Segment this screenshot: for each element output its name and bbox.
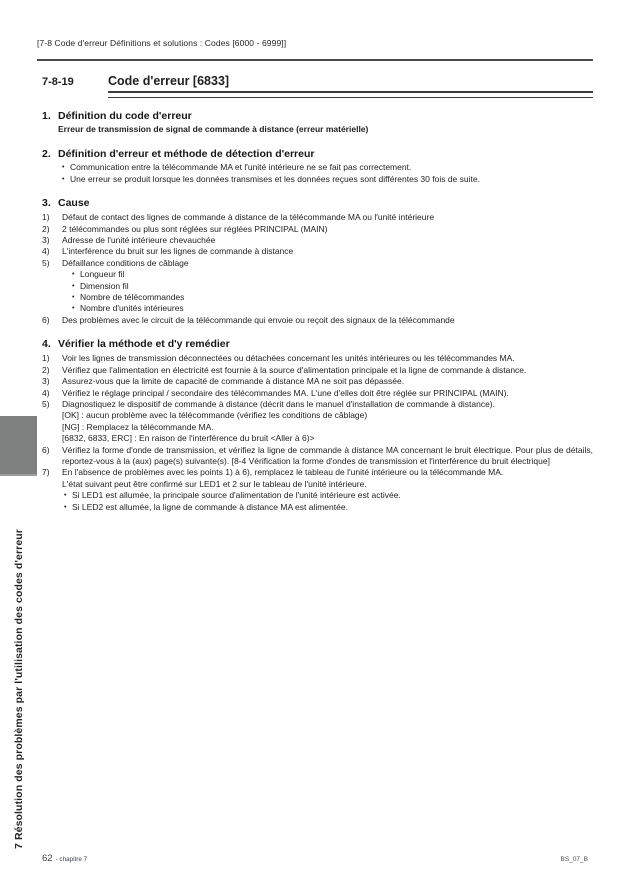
- item7-text: En l'absence de problèmes avec les points 1) à 6), remplacez le tableau de l'unité intérieure ou la télécommande MA.: [62, 467, 504, 478]
- list-item: 4) Vérifiez le réglage principal / secondaire des télécommandes MA. L'une d'elles doit être réglée sur PRINCIPAL (MAIN).: [42, 387, 509, 398]
- list-item: • Une erreur se produit lorsque les données transmises et les données reçues sont différentes 30 fois de suite.: [62, 173, 480, 184]
- document-reference: BS_07_B: [560, 856, 588, 863]
- section-cause: [42, 197, 593, 326]
- section-heading-text: Vérifier la méthode et d'y remédier: [58, 338, 230, 351]
- list-item: 1) Défaut de contact des lignes de commande à distance de la télécommande MA ou l'unité intérieure: [42, 212, 435, 223]
- item7-led-status: L'état suivant peut être confirmé sur LED1 et 2 sur le tableau de l'unité intérieure.: [62, 478, 367, 489]
- section-number: 7-8-19: [42, 76, 74, 88]
- led-bullets: [64, 490, 593, 513]
- page-footer: [42, 853, 588, 864]
- list-item: • Communication entre la télécommande MA et l'unité intérieure ne se fait pas correctement.: [62, 162, 412, 173]
- list-item: 4) L'interférence du bruit sur les lignes de commande à distance: [42, 246, 294, 257]
- list-item: • Longueur fil: [72, 269, 125, 280]
- bullet-icon: •: [62, 175, 65, 183]
- bullet-icon: •: [62, 164, 65, 172]
- bullet-icon: •: [72, 282, 75, 290]
- section-heading-number: 1.: [42, 110, 51, 122]
- section-heading-text: Cause: [58, 197, 90, 210]
- chapter-tab: [0, 416, 37, 476]
- list-item: 1) Voir les lignes de transmission déconnectées ou détachées concernant les unités intérieures ou les télécommandes MA.: [42, 353, 515, 364]
- list-item: 2) 2 télécommandes ou plus sont réglées sur réglées PRINCIPAL (MAIN): [42, 223, 328, 234]
- section-heading: [42, 148, 593, 160]
- section-heading-number: 3.: [42, 197, 51, 210]
- section-detection-method: [42, 148, 593, 185]
- wiring-condition-bullets: [72, 269, 593, 315]
- list-item: 3) Assurez-vous que la limite de capacité de commande à distance MA ne soit pas dépassée.: [42, 376, 405, 387]
- bullet-icon: •: [64, 503, 67, 511]
- section-heading-number: 4.: [42, 338, 51, 351]
- list-item: 2) Vérifiez que l'alimentation en électricité est fournie à la source d'alimentation principale et la ligne de commande à distance.: [42, 364, 527, 375]
- section-heading: [42, 197, 593, 209]
- section-heading: [42, 338, 593, 350]
- list-item: 5) Défaillance conditions de câblage: [42, 257, 189, 268]
- diagnosis-results: [62, 410, 593, 444]
- list-item: 3) Adresse de l'unité intérieure chevauchée: [42, 235, 216, 246]
- section-heading-text: Définition du code d'erreur: [58, 110, 192, 122]
- list-item: • Nombre d'unités intérieures: [72, 303, 184, 314]
- bullet-icon: •: [64, 492, 67, 500]
- section-heading-text: Définition d'erreur et méthode de détection d'erreur: [58, 148, 315, 161]
- result-line-erc: [6832, 6833, ERC] : En raison de l'interférence du bruit <Aller à 6)>: [62, 433, 315, 444]
- section-heading-number: 2.: [42, 148, 51, 161]
- remedy-list: [42, 353, 593, 513]
- list-item: • Si LED1 est allumée, la principale source d'alimentation de l'unité intérieure est activée.: [64, 490, 401, 501]
- list-item: • Si LED2 est allumée, la ligne de commande à distance MA est alimentée.: [64, 501, 348, 512]
- section-definition-code: [42, 110, 593, 135]
- title-rule: [108, 91, 593, 98]
- cause-list: [42, 212, 593, 326]
- section-heading: [42, 110, 593, 122]
- list-item: • Dimension fil: [72, 280, 129, 291]
- list-item: • Nombre de télécommandes: [72, 292, 185, 303]
- sidebar-chapter-label: 7 Résolution des problèmes par l'utilisation des codes d'erreur: [13, 529, 25, 849]
- list-item: 7) En l'absence de problèmes avec les points 1) à 6), remplacez le tableau de l'unité intérieure ou la télécommande MA. L'état suivant peut être confirmé sur LED1 et 2 sur le tableau de l'unité intérieure. • Si LED1 est allumée, la principale source d'alimentation de l'unité intérieure est activée. • Si LED2 est allumée, la ligne de commande à distance MA est alimentée.: [42, 467, 593, 513]
- page-title: [42, 74, 593, 88]
- breadcrumb: [7-8 Code d'erreur Définitions et solutions : Codes [6000 - 6999]]: [37, 38, 287, 48]
- result-line-ok: [OK] : aucun problème avec la télécommande (vérifiez les conditions de câblage): [62, 410, 368, 421]
- result-line-ng: [NG] : Remplacez la télécommande MA.: [62, 421, 214, 432]
- page-number: 62: [42, 853, 53, 864]
- chapter-label: - chapitre 7: [55, 856, 88, 863]
- bullet-icon: •: [72, 305, 75, 313]
- error-definition-text: Erreur de transmission de signal de commande à distance (erreur matérielle): [58, 124, 369, 134]
- section-remedy: [42, 338, 593, 513]
- bullet-icon: •: [72, 294, 75, 302]
- header-rule: [37, 59, 593, 61]
- error-code-title: Code d'erreur [6833]: [108, 74, 230, 88]
- list-item: 6) Des problèmes avec le circuit de la télécommande qui envoie ou reçoit des signaux de la télécommande: [42, 314, 455, 325]
- footer-page-info: [42, 853, 87, 864]
- list-item: 6) Vérifiez la forme d'onde de transmission, et vérifiez la ligne de commande à distance MA concernant le bruit électrique. Pour plus de détails, reportez-vous à la (aux) page(s) suivante(s). [8-4 Vérification la forme d'ondes de transmission et l'interférence du bruit électrique]: [42, 444, 593, 466]
- page-content: [37, 0, 593, 513]
- bullet-icon: •: [72, 271, 75, 279]
- detection-bullets: [62, 162, 593, 185]
- list-item: 5) Diagnostiquez le dispositif de commande à distance (décrit dans le manuel d'installation de commande à distance).: [42, 398, 496, 409]
